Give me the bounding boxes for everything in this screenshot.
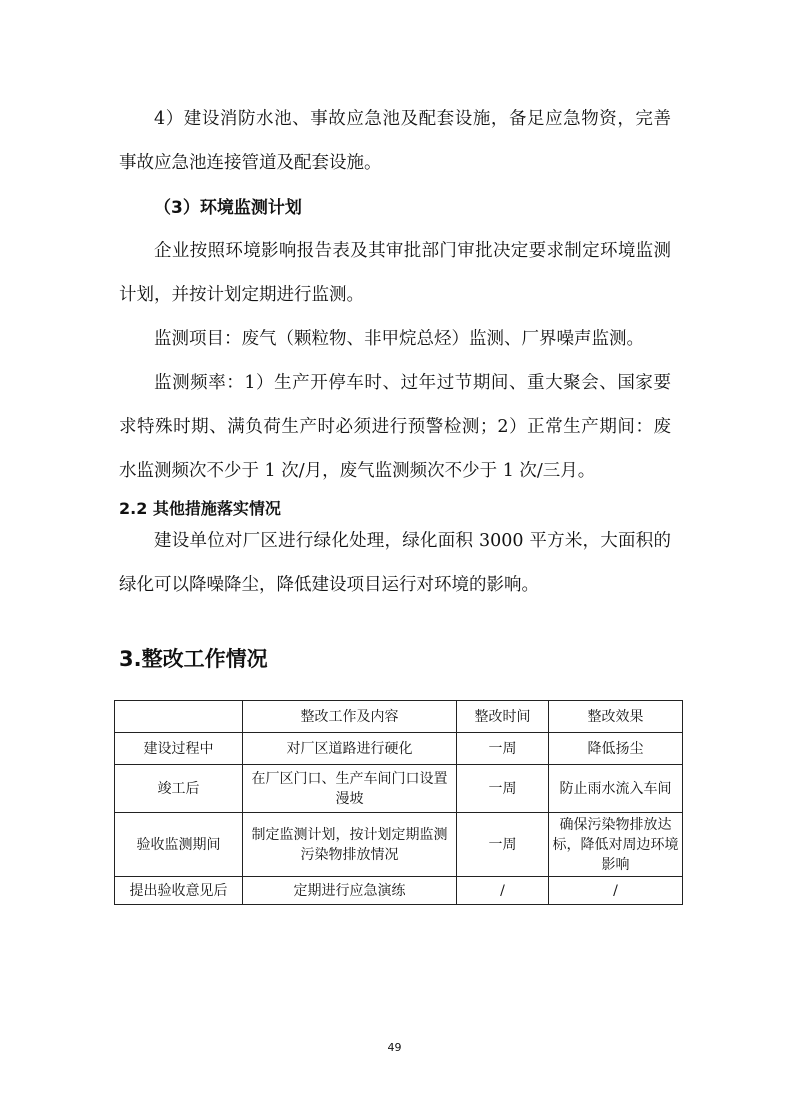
table-header-cell: 整改时间 <box>457 701 549 733</box>
section-heading-monitoring-plan: （3）环境监测计划 <box>154 198 302 218</box>
table-row <box>115 877 683 905</box>
section-heading-rectification: 3.整改工作情况 <box>119 647 268 671</box>
table-cell: 竣工后 <box>115 765 243 813</box>
table-row <box>115 813 683 877</box>
table-cell: 制定监测计划，按计划定期监测污染物排放情况 <box>243 813 457 877</box>
table-header-cell: 整改工作及内容 <box>243 701 457 733</box>
paragraph-monitoring-frequency: 监测频率：1）生产开停车时、过年过节期间、重大聚会、国家要求特殊时期、满负荷生产时必须进行预警检测；2）正常生产期间：废水监测频次不少于 1 次/月，废气监测频次不少于 1 次/三月。 <box>119 373 671 481</box>
table-cell: 建设过程中 <box>115 733 243 765</box>
table-header-cell: 整改效果 <box>549 701 683 733</box>
table-header-row <box>115 701 683 733</box>
table-cell: 在厂区门口、生产车间门口设置漫坡 <box>243 765 457 813</box>
paragraph-greening: 建设单位对厂区进行绿化处理，绿化面积 3000 平方米，大面积的绿化可以降噪降尘，降低建设项目运行对环境的影响。 <box>119 531 671 595</box>
table-cell: 对厂区道路进行硬化 <box>243 733 457 765</box>
table-row <box>115 733 683 765</box>
table-cell: / <box>549 877 683 905</box>
rectification-table <box>114 700 683 905</box>
paragraph-monitoring-plan: 企业按照环境影响报告表及其审批部门审批决定要求制定环境监测计划，并按计划定期进行监测。 <box>119 241 671 305</box>
paragraph-monitoring-items: 监测项目：废气（颗粒物、非甲烷总烃）监测、厂界噪声监测。 <box>154 329 644 349</box>
table-cell: / <box>457 877 549 905</box>
table-header-cell <box>115 701 243 733</box>
table-cell: 定期进行应急演练 <box>243 877 457 905</box>
paragraph-emergency-facilities: 4）建设消防水池、事故应急池及配套设施，备足应急物资，完善事故应急池连接管道及配套设施。 <box>119 109 671 173</box>
table-cell: 防止雨水流入车间 <box>549 765 683 813</box>
table-cell: 一周 <box>457 813 549 877</box>
page-number: 49 <box>387 1041 402 1054</box>
table-cell: 确保污染物排放达标，降低对周边环境影响 <box>549 813 683 877</box>
table-cell: 一周 <box>457 733 549 765</box>
table-cell: 提出验收意见后 <box>115 877 243 905</box>
table-cell: 降低扬尘 <box>549 733 683 765</box>
section-heading-other-measures: 2.2 其他措施落实情况 <box>119 499 281 518</box>
table-cell: 一周 <box>457 765 549 813</box>
table-cell: 验收监测期间 <box>115 813 243 877</box>
table-row <box>115 765 683 813</box>
